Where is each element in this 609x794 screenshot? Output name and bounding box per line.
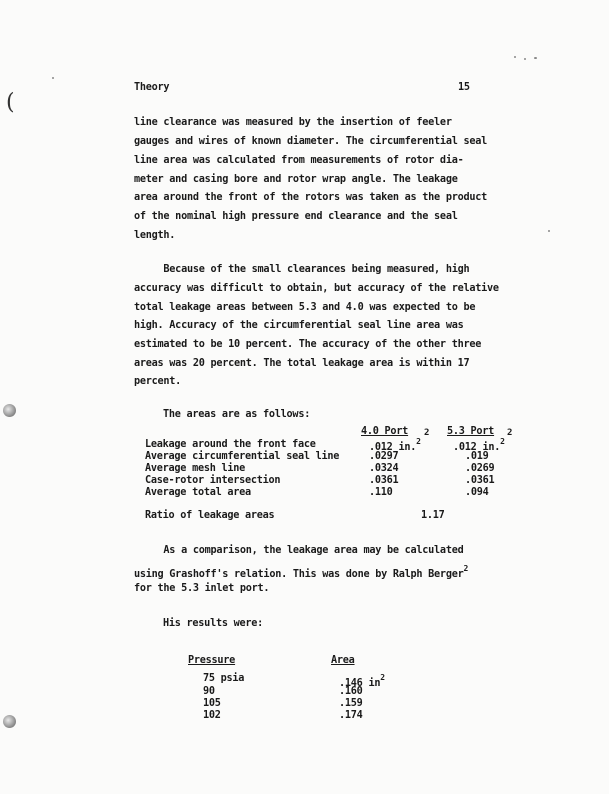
table-row-label: Average total area [145, 487, 251, 498]
table-row-label: Leakage around the front face [145, 439, 316, 450]
value-4-0-port: .012 [369, 442, 393, 453]
paragraph-line: percent. [134, 376, 182, 387]
value-4-0-port: .0297 [369, 451, 399, 462]
value-4-0-port: .0324 [369, 463, 399, 474]
speck [52, 77, 54, 79]
punch-hole-upper [3, 404, 16, 417]
unit-label: in. [482, 442, 501, 453]
results-intro: His results were: [163, 618, 264, 629]
paragraph-line: for the 5.3 inlet port. [134, 583, 270, 594]
table-row-label: Average mesh line [145, 463, 246, 474]
area-value: .146 [339, 678, 363, 689]
speck [524, 58, 526, 60]
column-header-4-0-port: 4.0 Port [361, 426, 409, 437]
page-number: 15 [458, 82, 470, 93]
footnote-marker: 2 [463, 564, 469, 573]
paragraph-line-text: using Grashoff's relation. This was done by Ralph Berger [134, 569, 464, 580]
paragraph-line: area around the front of the rotors was taken as the product [134, 192, 488, 203]
area-value: .159 [339, 698, 363, 709]
pressure-value: 75 psia [203, 673, 245, 684]
value-5-3-port: .0269 [465, 463, 495, 474]
paragraph-line: Because of the small clearances being measured, high [134, 264, 470, 275]
value-5-3-port: .019 [465, 451, 489, 462]
paragraph-line: total leakage areas between 5.3 and 4.0 was expected to be [134, 302, 476, 313]
ratio-value: 1.17 [421, 510, 445, 521]
column-header-5-3-port: 5.3 Port [447, 426, 495, 437]
margin-bracket-mark: ( [6, 90, 15, 115]
pressure-value: 102 [203, 710, 221, 721]
column-header-pressure: Pressure [188, 655, 236, 666]
paragraph-line: As a comparison, the leakage area may be calculated [134, 545, 464, 556]
areas-intro: The areas are as follows: [163, 409, 311, 420]
exponent-mark: 2 [424, 428, 430, 438]
area-exponent: 2 [380, 673, 385, 682]
unit-exponent: 2 [416, 437, 421, 446]
area-unit: in [368, 678, 381, 689]
area-value: .160 [339, 686, 363, 697]
paragraph-line: meter and casing bore and rotor wrap angle. The leakage [134, 174, 458, 185]
punch-hole-lower [3, 715, 16, 728]
column-header-area: Area [331, 655, 355, 666]
paragraph-line [134, 564, 468, 580]
paragraph-line: areas was 20 percent. The total leakage area is within 17 [134, 358, 470, 369]
paragraph-line: accuracy was difficult to obtain, but accuracy of the relative [134, 283, 499, 294]
ratio-label: Ratio of leakage areas [145, 510, 275, 521]
area-value: .174 [339, 710, 363, 721]
exponent-mark: 2 [507, 428, 513, 438]
paragraph-line: line area was calculated from measurements of rotor dia- [134, 155, 464, 166]
speck [534, 57, 537, 59]
paragraph-line: of the nominal high pressure end clearance and the seal [134, 211, 458, 222]
paragraph-line: line clearance was measured by the insertion of feeler [134, 117, 452, 128]
table-row-label: Case-rotor intersection [145, 475, 281, 486]
paragraph-line: gauges and wires of known diameter. The circumferential seal [134, 136, 488, 147]
pressure-value: 105 [203, 698, 221, 709]
value-4-0-port: .110 [369, 487, 393, 498]
value-5-3-port: .0361 [465, 475, 495, 486]
pressure-value: 90 [203, 686, 215, 697]
unit-label: in. [398, 442, 417, 453]
value-5-3-port: .012 [453, 442, 477, 453]
running-title: Theory [134, 82, 170, 93]
table-row-label: Average circumferential seal line [145, 451, 340, 462]
speck [548, 230, 550, 232]
speck [514, 56, 516, 58]
paragraph-line: length. [134, 230, 176, 241]
unit-exponent: 2 [500, 437, 505, 446]
paragraph-line: estimated to be 10 percent. The accuracy of the other three [134, 339, 482, 350]
value-5-3-port: .094 [465, 487, 489, 498]
paragraph-line: high. Accuracy of the circumferential seal line area was [134, 320, 464, 331]
value-4-0-port: .0361 [369, 475, 399, 486]
